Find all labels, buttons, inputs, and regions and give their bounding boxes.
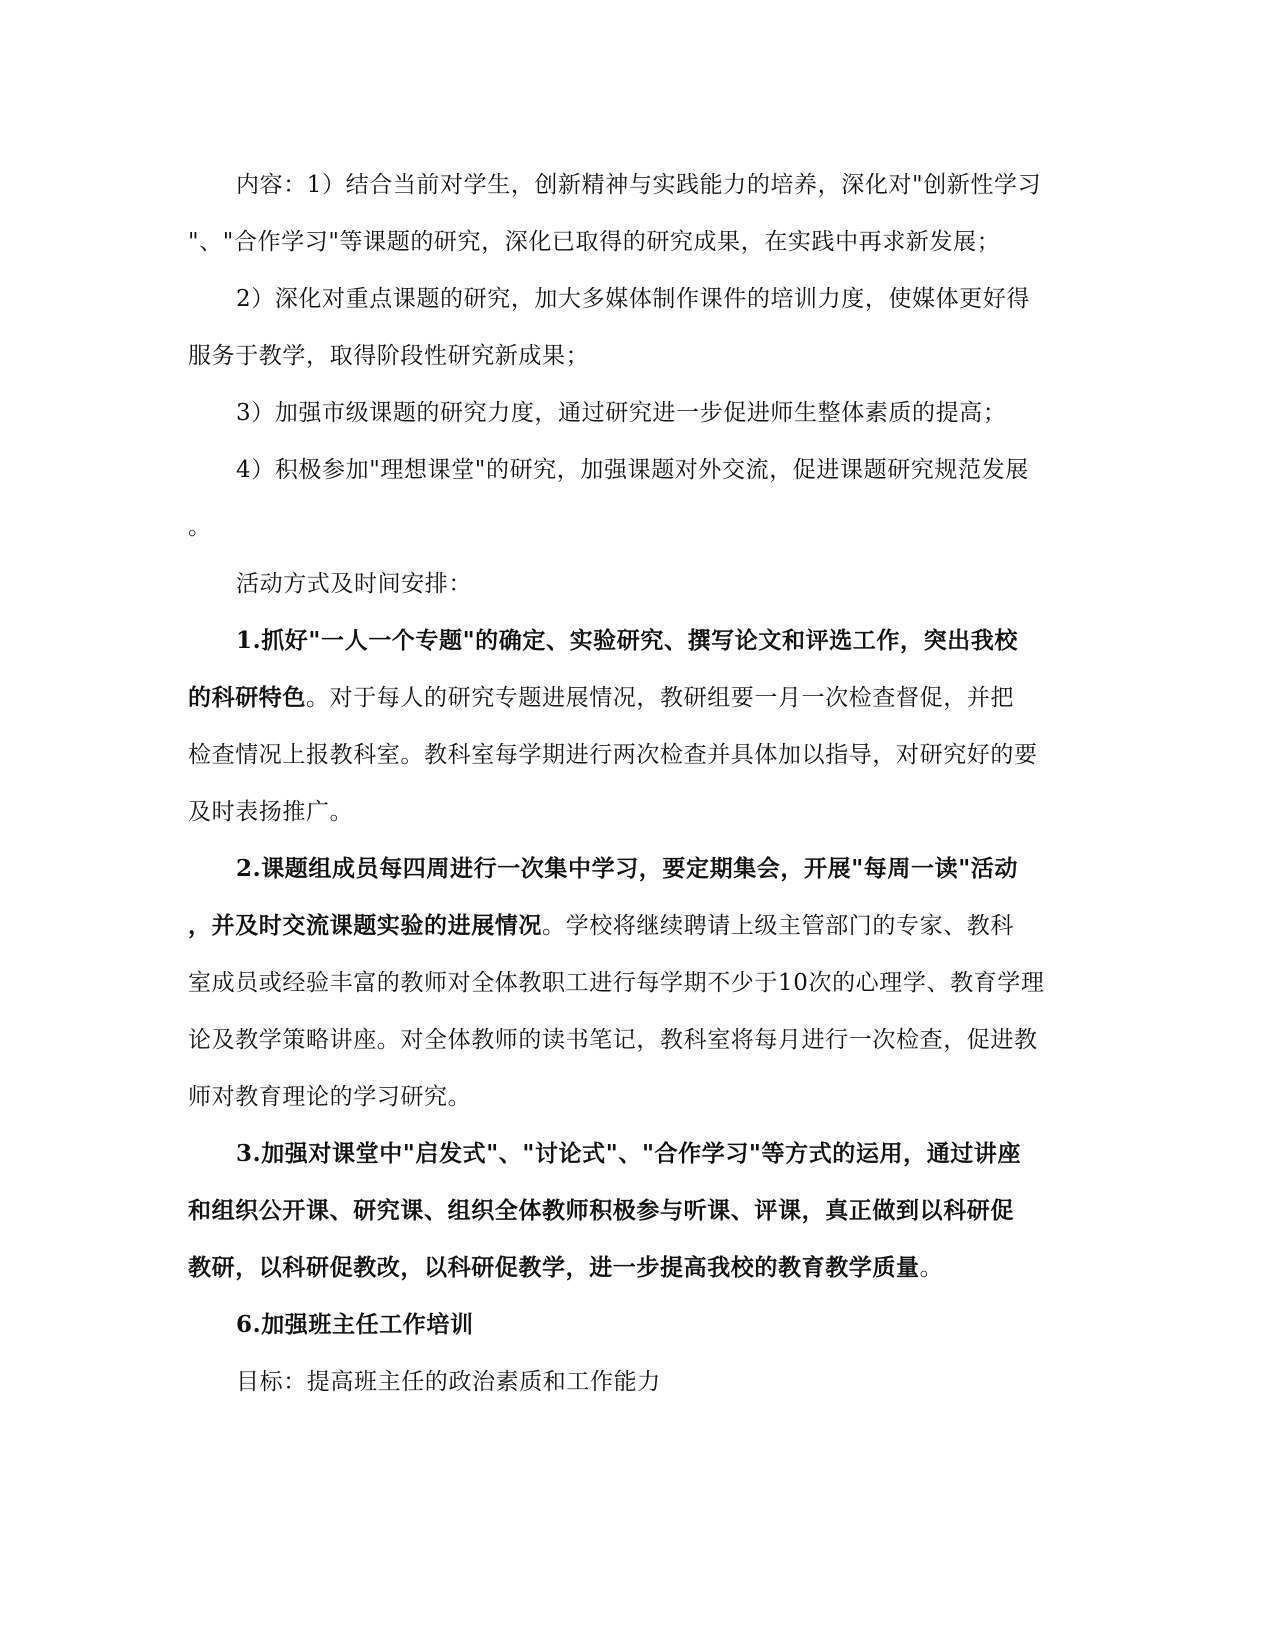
text-segment: 2）深化对重点课题的研究，加大多媒体制作课件的培训力度，使媒体更好得 xyxy=(236,286,1031,312)
text-segment: 检查情况上报教科室。教科室每学期进行两次检查并具体加以指导，对研究好的要 xyxy=(188,742,1038,768)
text-segment: 及时表扬推广。 xyxy=(188,799,354,825)
bold-segment: 6.加强班主任工作培训 xyxy=(236,1311,474,1338)
text-line xyxy=(188,683,1088,713)
text-line xyxy=(188,227,1088,257)
text-line xyxy=(236,1139,1136,1169)
text-line xyxy=(236,626,1136,656)
text-segment: 3）加强市级课题的研究力度，通过研究进一步促进师生整体素质的提高； xyxy=(236,400,1007,426)
text-line xyxy=(188,968,1088,998)
text-line xyxy=(188,1253,1088,1283)
text-line xyxy=(188,1196,1088,1226)
text-line xyxy=(188,911,1088,941)
text-segment: 。对于每人的研究专题进展情况，教研组要一月一次检查督促，并把 xyxy=(306,685,1014,711)
text-line xyxy=(236,854,1136,884)
text-segment: "、"合作学习"等课题的研究，深化已取得的研究成果，在实践中再求新发展； xyxy=(188,229,1001,255)
text-line xyxy=(236,1367,1136,1397)
text-segment: 。学校将继续聘请上级主管部门的专家、教科 xyxy=(542,913,1014,939)
bold-segment: 教研，以科研促教改，以科研促教学，进一步提高我校的教育教学质量 xyxy=(188,1254,920,1281)
text-segment: 师对教育理论的学习研究。 xyxy=(188,1084,472,1110)
text-line xyxy=(188,341,1088,371)
text-line xyxy=(188,797,1088,827)
text-segment: 。 xyxy=(188,514,212,540)
text-line xyxy=(236,284,1136,314)
section-heading xyxy=(236,569,1136,599)
section-heading xyxy=(236,1310,1136,1340)
text-segment: 论及教学策略讲座。对全体教师的读书笔记，教科室将每月进行一次检查，促进教 xyxy=(188,1027,1038,1053)
bold-segment: 2.课题组成员每四周进行一次集中学习，要定期集会，开展"每周一读"活动 xyxy=(236,855,1018,882)
bold-segment: ，并及时交流课题实验的进展情况 xyxy=(188,912,542,939)
text-line xyxy=(236,170,1136,200)
text-segment: 服务于教学，取得阶段性研究新成果； xyxy=(188,343,590,369)
text-line xyxy=(236,398,1136,428)
bold-segment: 和组织公开课、研究课、组织全体教师积极参与听课、评课，真正做到以科研促 xyxy=(188,1197,1014,1224)
text-line xyxy=(188,740,1088,770)
text-segment: 。 xyxy=(919,1255,944,1281)
text-line xyxy=(188,512,1088,542)
text-line xyxy=(188,1025,1088,1055)
text-line xyxy=(188,1082,1088,1112)
text-line xyxy=(236,455,1136,485)
text-segment: 活动方式及时间安排： xyxy=(236,571,472,597)
bold-segment: 3.加强对课堂中"启发式"、"讨论式"、"合作学习"等方式的运用，通过讲座 xyxy=(236,1140,1022,1167)
text-segment: 内容：1）结合当前对学生，创新精神与实践能力的培养，深化对"创新性学习 xyxy=(236,172,1042,198)
bold-segment: 的科研特色 xyxy=(188,684,306,711)
bold-segment: 1.抓好"一人一个专题"的确定、实验研究、撰写论文和评选工作，突出我校 xyxy=(236,627,1018,654)
text-segment: 目标：提高班主任的政治素质和工作能力 xyxy=(236,1369,661,1395)
text-segment: 4）积极参加"理想课堂"的研究，加强课题对外交流，促进课题研究规范发展 xyxy=(236,457,1029,483)
text-segment: 室成员或经验丰富的教师对全体教职工进行每学期不少于10次的心理学、教育学理 xyxy=(188,970,1045,996)
